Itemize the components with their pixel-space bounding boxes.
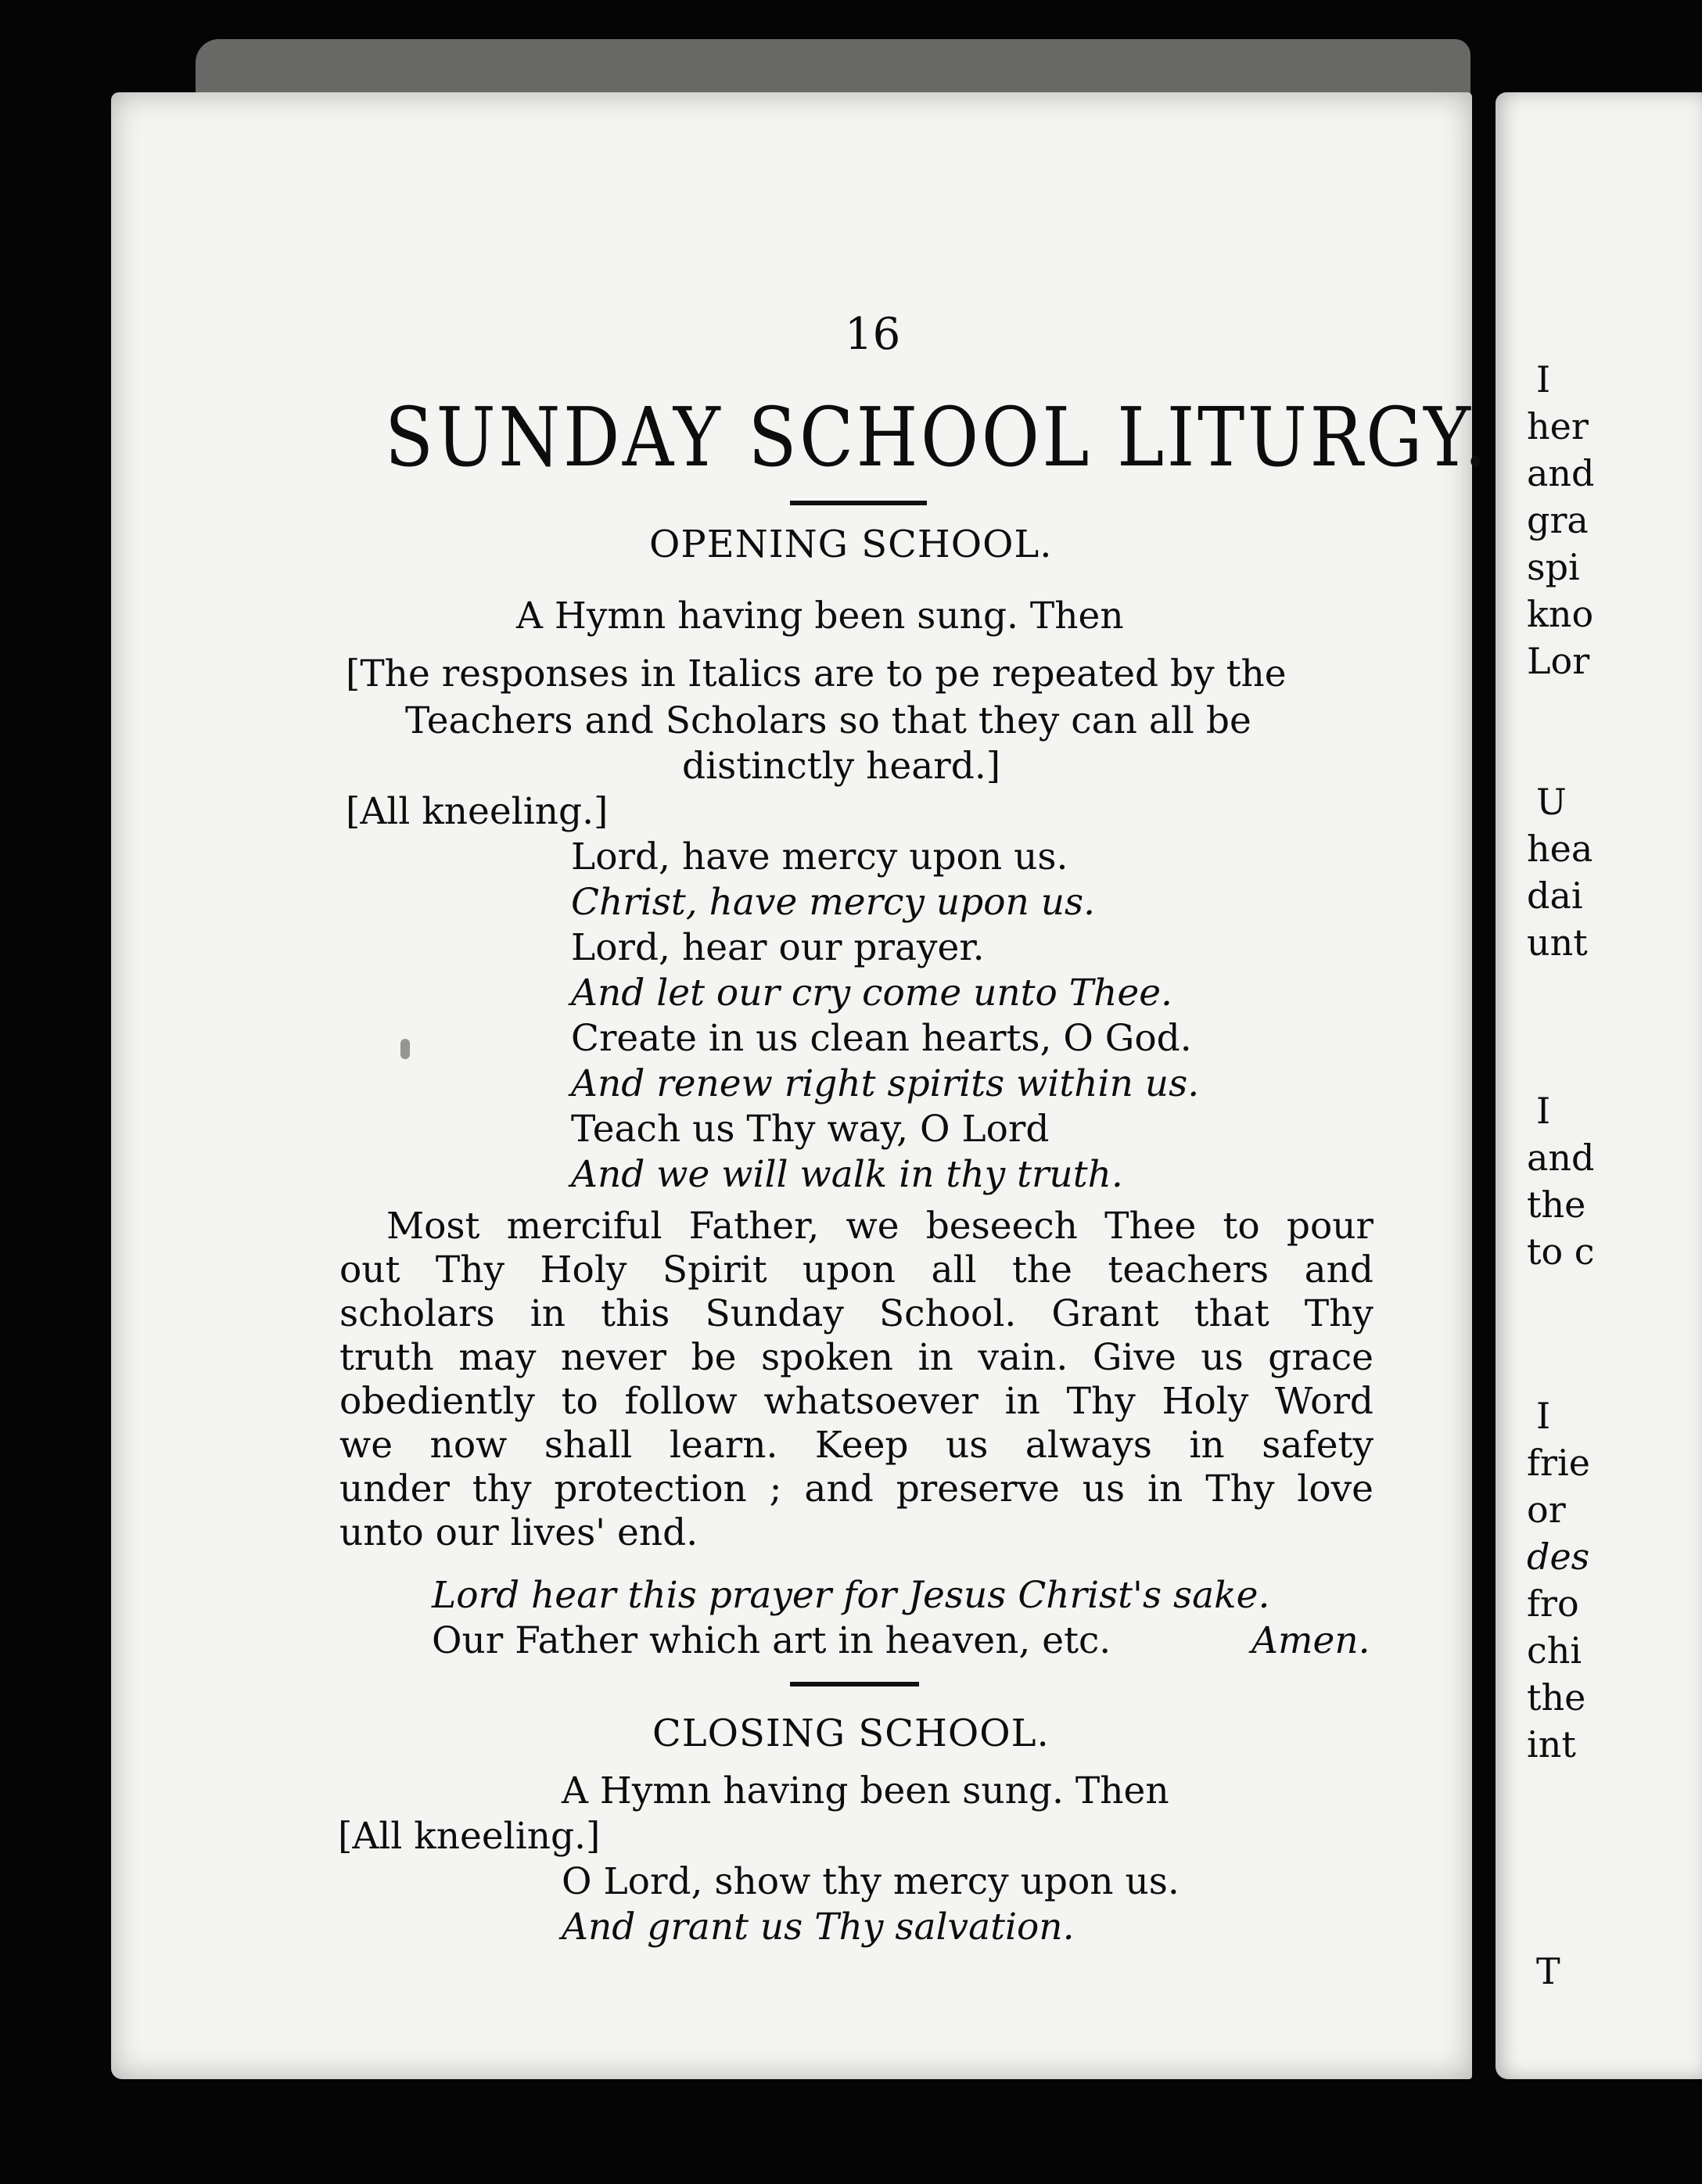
facing-fragment: I xyxy=(1536,1395,1551,1437)
facing-fragment: int xyxy=(1527,1723,1576,1766)
versicle: Lord, hear our prayer. xyxy=(571,926,985,969)
facing-fragment: gra xyxy=(1527,499,1589,541)
closing-school-heading: CLOSING SCHOOL. xyxy=(652,1712,1050,1755)
response: And grant us Thy salvation. xyxy=(562,1906,1075,1949)
versicle: Teach us Thy way, O Lord xyxy=(571,1108,1050,1151)
prayer-line: scholars in this Sunday School. Grant that Thy xyxy=(339,1292,1373,1335)
facing-fragment: kno xyxy=(1527,593,1594,635)
facing-fragment: and xyxy=(1527,1137,1595,1179)
facing-fragment: and xyxy=(1527,452,1595,494)
response: And renew right spirits within us. xyxy=(571,1062,1200,1105)
facing-fragment: to c xyxy=(1527,1230,1595,1273)
closing-response: Lord hear this prayer for Jesus Christ's sake. xyxy=(432,1574,1270,1617)
prayer-line: unto our lives' end. xyxy=(339,1511,698,1554)
facing-fragment: the xyxy=(1527,1676,1586,1719)
facing-fragment: unt xyxy=(1527,921,1588,964)
facing-fragment: dai xyxy=(1527,875,1583,917)
prayer-line: under thy protection ; and preserve us in Thy love xyxy=(339,1467,1373,1510)
note-line: [The responses in Italics are to pe repeated by the xyxy=(346,652,1287,695)
prayer-line: we now shall learn. Keep us always in safety xyxy=(339,1424,1373,1467)
facing-fragment: fro xyxy=(1527,1582,1579,1625)
facing-fragment: chi xyxy=(1527,1629,1582,1672)
page-top-edge xyxy=(196,39,1470,94)
versicle: Lord, have mercy upon us. xyxy=(571,835,1068,878)
divider-rule xyxy=(790,1682,919,1686)
response: Christ, have mercy upon us. xyxy=(571,881,1096,924)
response: And we will walk in thy truth. xyxy=(571,1153,1123,1196)
opening-intro: A Hymn having been sung. Then xyxy=(516,594,1124,638)
book-page-right xyxy=(1496,92,1702,2079)
amen: Amen. xyxy=(1251,1619,1370,1662)
closing-intro: A Hymn having been sung. Then xyxy=(562,1769,1169,1812)
divider-rule xyxy=(790,501,927,505)
versicle: Create in us clean hearts, O God. xyxy=(571,1017,1192,1060)
kneeling-instruction: [All kneeling.] xyxy=(346,790,609,833)
facing-fragment: I xyxy=(1536,1090,1551,1132)
facing-fragment: her xyxy=(1527,405,1589,447)
prayer-line: obediently to follow whatsoever in Thy Holy Word xyxy=(339,1380,1373,1423)
lords-prayer-line: Our Father which art in heaven, etc. xyxy=(432,1619,1111,1662)
prayer-line: out Thy Holy Spirit upon all the teachers and xyxy=(339,1248,1373,1291)
prayer-line: Most merciful Father, we beseech Thee to pour xyxy=(386,1205,1373,1248)
opening-school-heading: OPENING SCHOOL. xyxy=(649,523,1053,566)
facing-fragment: the xyxy=(1527,1184,1586,1226)
facing-fragment: or xyxy=(1527,1489,1566,1531)
facing-fragment: frie xyxy=(1527,1442,1590,1484)
opening-prayer xyxy=(339,1205,1373,1555)
kneeling-instruction: [All kneeling.] xyxy=(338,1815,601,1858)
page-title: SUNDAY SCHOOL LITURGY. xyxy=(385,390,1490,485)
ink-mark xyxy=(400,1039,410,1059)
facing-fragment: spi xyxy=(1527,546,1580,588)
facing-fragment: I xyxy=(1536,358,1551,401)
facing-fragment: T xyxy=(1536,1950,1560,1992)
facing-fragment: Lor xyxy=(1527,640,1590,682)
prayer-line: truth may never be spoken in vain. Give us grace xyxy=(339,1336,1373,1379)
facing-fragment: U xyxy=(1536,781,1567,823)
facing-fragment: des xyxy=(1527,1536,1590,1578)
page-number: 16 xyxy=(845,309,901,360)
versicle: O Lord, show thy mercy upon us. xyxy=(562,1860,1180,1903)
note-line: Teachers and Scholars so that they can all be xyxy=(405,699,1251,742)
note-line: distinctly heard.] xyxy=(682,745,1001,788)
response: And let our cry come unto Thee. xyxy=(571,972,1172,1015)
facing-fragment: hea xyxy=(1527,828,1593,870)
